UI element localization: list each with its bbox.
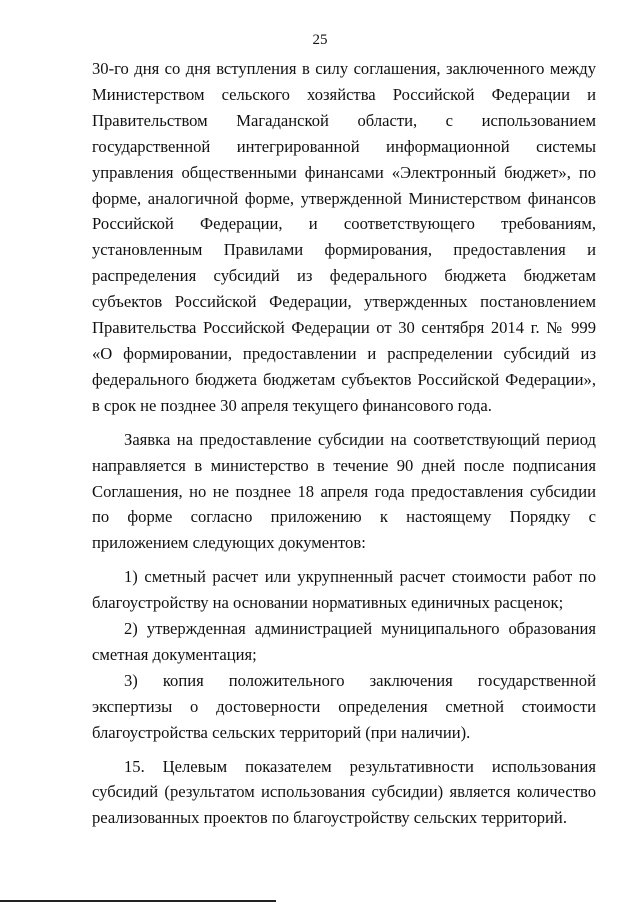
bottom-rule	[0, 900, 276, 902]
list-item-2: 2) утвержденная администрацией муниципального образования сметная документация;	[92, 619, 596, 664]
paragraph-continuation: 30-го дня со дня вступления в силу соглашения, заключенного между Министерством сельского хозяйства Российской Федерации и Правительством Магаданской области, с использованием государственной интегрированной информационной системы управления общественными финансами «Электронный бюджет», по форме, аналогичной форме, утвержденной Министерством финансов Российской Федерации, и соответствующего требованиям, установленным Правилами формирования, предоставления и распределения субсидий из федерального бюджета бюджетам субъектов Российской Федерации, утвержденных постановлением Правительства Российской Федерации от 30 сентября 2014 г. № 999 «О формировании, предоставлении и распределении субсидий из федерального бюджета бюджетам субъектов Российской Федерации», в срок не позднее 30 апреля текущего финансового года.	[92, 59, 596, 415]
list-item-1: 1) сметный расчет или укрупненный расчет стоимости работ по благоустройству на основании нормативных единичных расценок;	[92, 567, 596, 613]
document-body	[92, 56, 596, 831]
paragraph-15: 15. Целевым показателем результативности использования субсидий (результатом использования субсидии) является количество реализованных проектов по благоустройству сельских территорий.	[92, 756, 596, 828]
list-item-3: 3) копия положительного заключения государственной экспертизы о достоверности определения сметной стоимости благоустройства сельских территорий (при наличии).	[92, 670, 596, 742]
paragraph-application: Заявка на предоставление субсидии на соответствующий период направляется в министерство в течение 90 дней после подписания Соглашения, но не позднее 18 апреля года предоставления субсидии по форме согласно приложению к настоящему Порядку с приложением следующих документов:	[92, 429, 596, 553]
page-number: 25	[312, 32, 328, 48]
